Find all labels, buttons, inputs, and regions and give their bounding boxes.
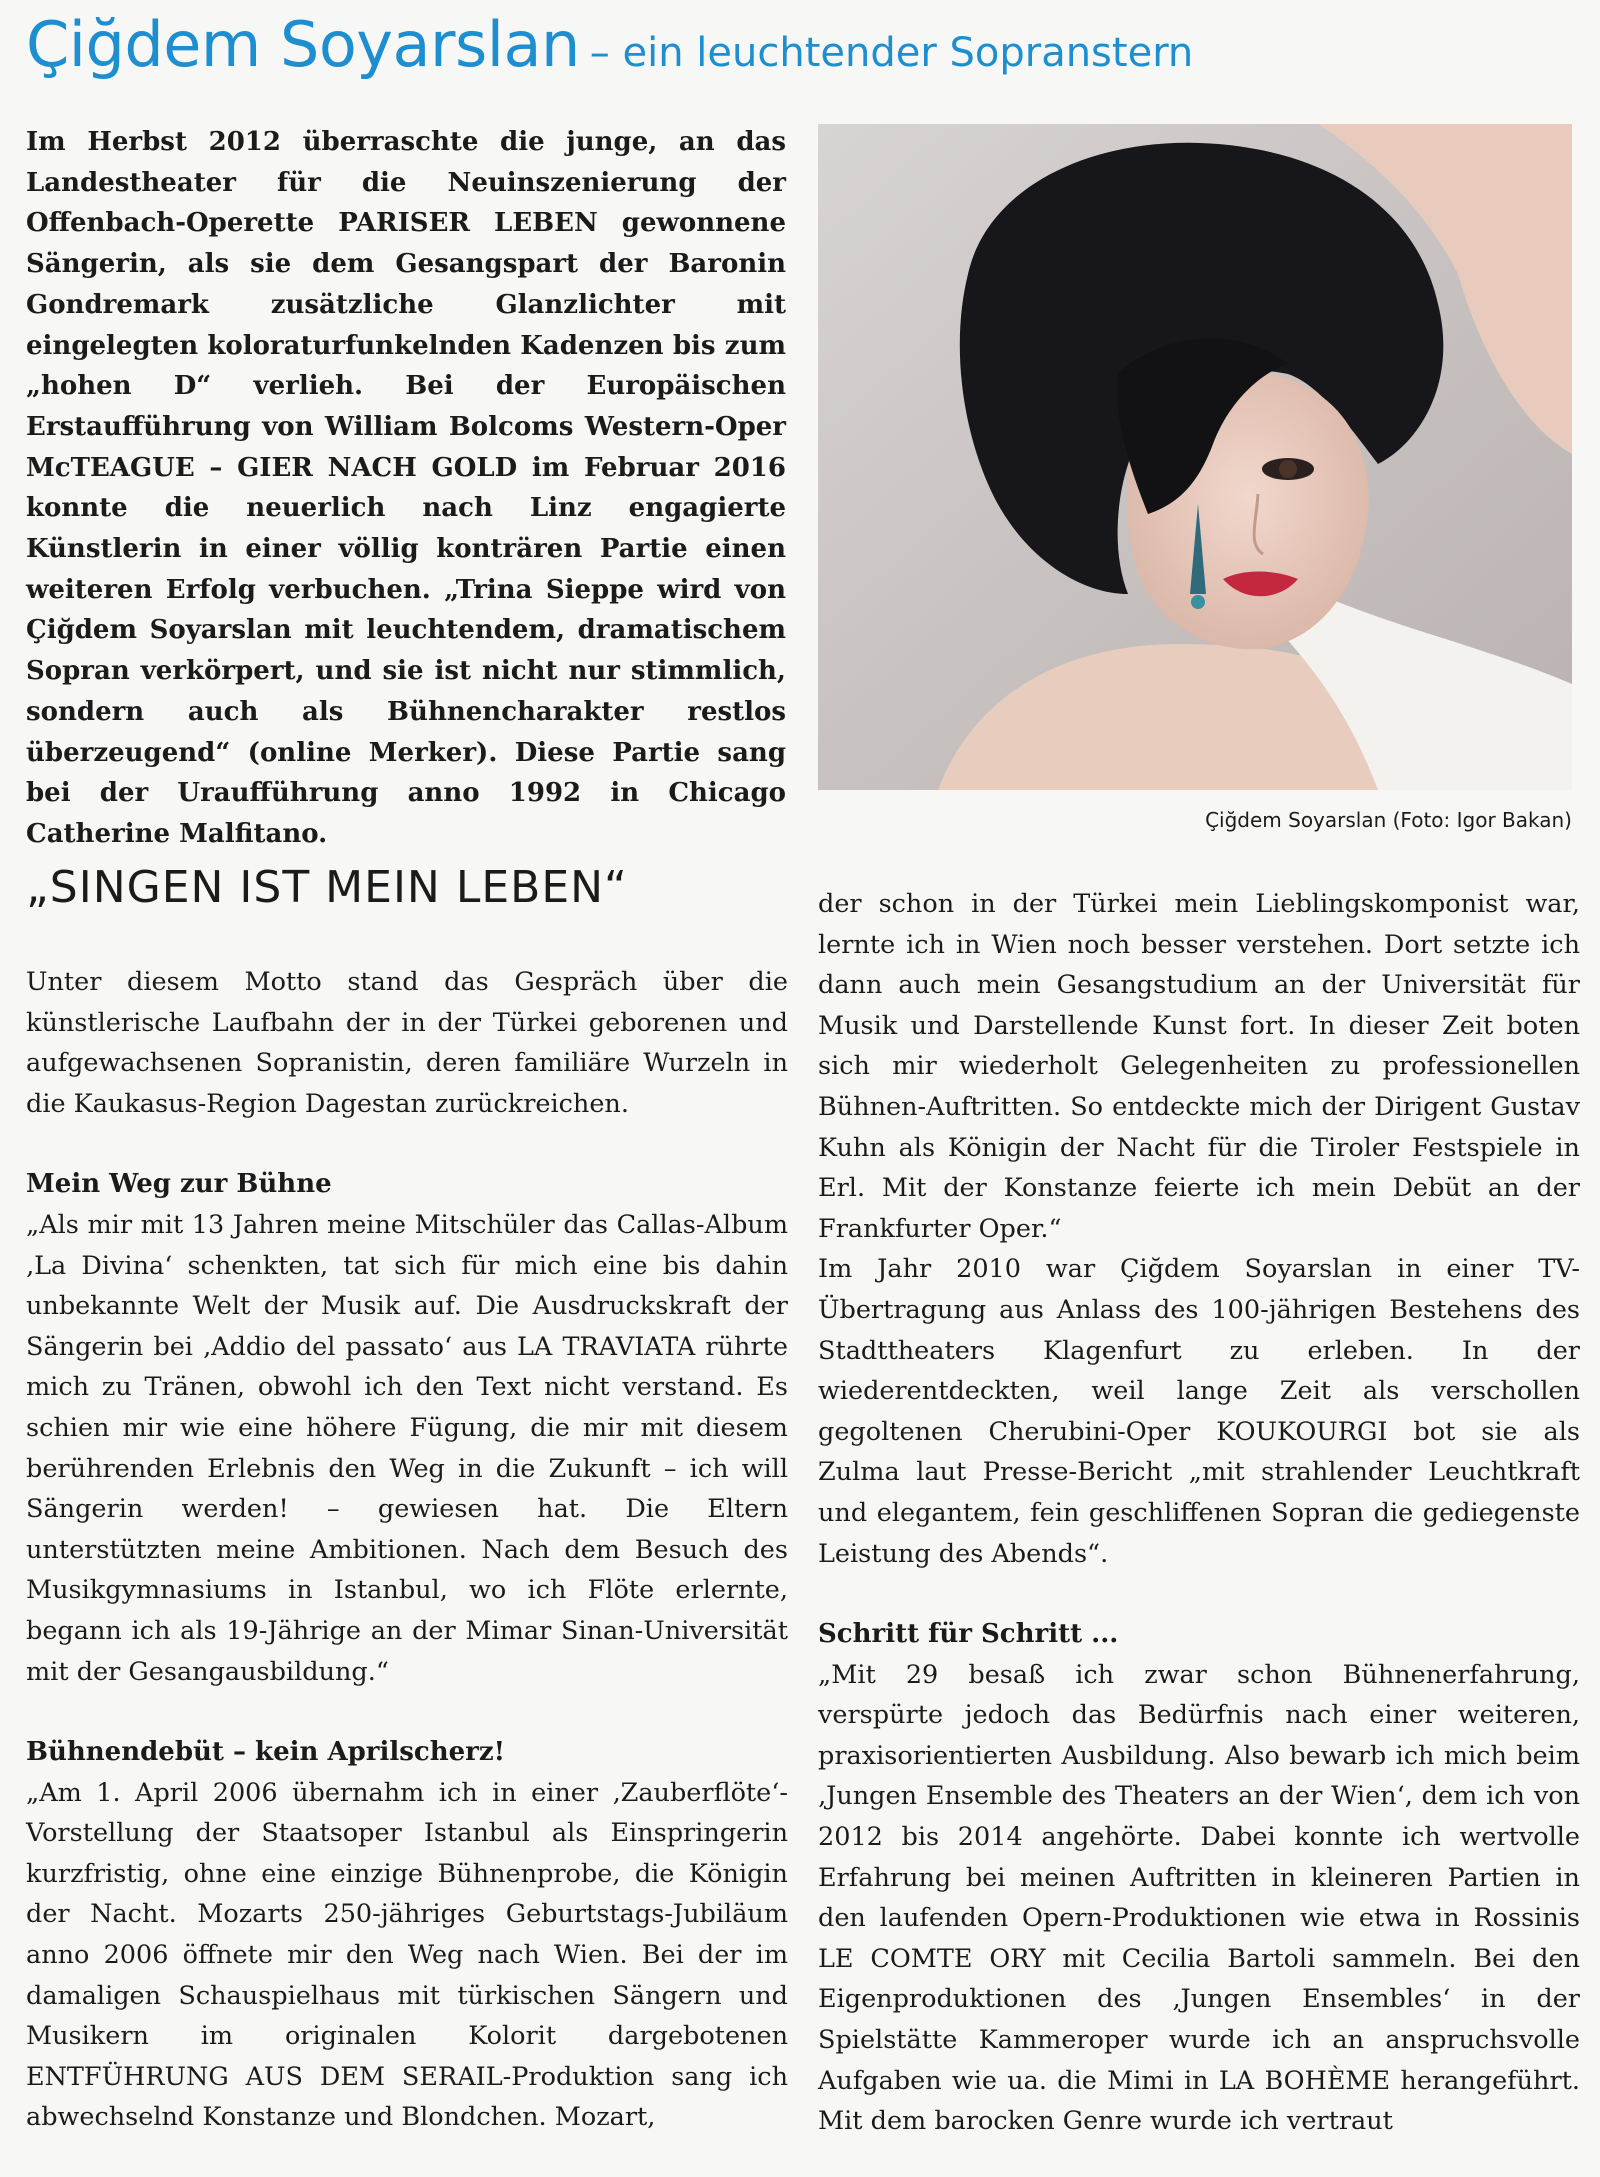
intro-paragraph: Im Herbst 2012 überraschte die junge, an das Landestheater für die Neuinszenierung der Offenbach-Operette PARISER LEBEN gewonnene Sängerin, als sie dem Gesangspart der Baronin Gondremark zusätzliche Glanzlichter mit eingelegten koloraturfunkelnden Kadenzen bis zum „hohen D“ verlieh. Bei der Europäischen Erstaufführung von William Bolcoms Western-Oper McTEAGUE – GIER NACH GOLD im Februar 2016 konnte die neuerlich nach Linz engagierte Künstlerin in einer völlig konträren Partie einen weiteren Erfolg verbuchen. „Trina Sieppe wird von Çiğdem Soyarslan mit leuchtendem, dramatischem Sopran verkörpert, und sie ist nicht nur stimmlich, sondern auch als Bühnencharakter restlos überzeugend“ (online Merker). Diese Partie sang bei der Uraufführung anno 1992 in Chicago Catherine Malfitano. <box>26 127 786 849</box>
left-spacer-2 <box>26 1692 788 1732</box>
portrait-photo-drawing <box>818 124 1572 790</box>
article-headline <box>26 8 1586 81</box>
right-paragraph-1: der schon in der Türkei mein Lieblingskomponist war, lernte ich in Wien noch besser verstehen. Dort setzte ich dann auch mein Gesangstudium an der Universität für Musik und Darstellende Kunst fort. In dieser Zeit boten sich mir wiederholt Gelegenheiten zu professionellen Bühnen-Auftritten. So entdeckte mich der Dirigent Gustav Kuhn als Königin der Nacht für die Tiroler Festspiele in Erl. Mit der Konstanze feierte ich mein Debüt an der Frankfurter Oper.“ <box>818 889 1580 1244</box>
right-spacer-1 <box>818 1574 1580 1614</box>
subheading-mein-weg: Mein Weg zur Bühne <box>26 1169 332 1200</box>
portrait-photo <box>818 124 1572 790</box>
section-title: „SINGEN IST MEIN LEBEN“ <box>26 862 628 913</box>
right-column <box>818 884 1580 2142</box>
left-paragraph-1: Unter diesem Motto stand das Gespräch über die künstlerische Laufbahn der in der Türkei geborenen und aufgewachsenen Sopranistin, deren familiäre Wurzeln in die Kaukasus-Region Dagestan zurückreichen. <box>26 967 788 1119</box>
left-spacer-1 <box>26 1124 788 1164</box>
right-paragraph-2: Im Jahr 2010 war Çiğdem Soyarslan in einer TV-Übertragung aus Anlass des 100-jährigen Bestehens des Stadttheaters Klagenfurt zu erleben. In der wiederentdeckten, weil lange Zeit als verschollen gegoltenen Cherubini-Oper KOUKOURGI bot sie als Zulma laut Presse-Bericht „mit strahlender Leuchtkraft und elegantem, fein geschliffenen Sopran die gediegenste Leistung des Abends“. <box>818 1254 1580 1569</box>
left-column <box>26 962 788 2138</box>
right-paragraph-3: „Mit 29 besaß ich zwar schon Bühnenerfahrung, verspürte jedoch das Bedürfnis nach einer weiteren, praxisorientierten Ausbildung. Also bewarb ich mich beim ‚Jungen Ensemble des Theaters an der Wien‘, dem ich von 2012 bis 2014 angehörte. Dabei konnte ich wertvolle Erfahrung bei meinen Auftritten in kleineren Partien in den laufenden Opern-Produktionen wie etwa in Rossinis LE COMTE ORY mit Cecilia Bartoli sammeln. Bei den Eigenproduktionen des ‚Jungen Ensembles‘ in der Spielstätte Kammeroper wurde ich an anspruchsvolle Aufgaben wie ua. die Mimi in LA BOHÈME herangeführt. Mit dem barocken Genre wurde ich vertraut <box>818 1659 1580 2137</box>
photo-caption: Çiğdem Soyarslan (Foto: Igor Bakan) <box>1205 808 1572 832</box>
left-paragraph-3: „Am 1. April 2006 übernahm ich in einer ‚Zauberflöte‘-Vorstellung der Staatsoper Istanbul als Einspringerin kurzfristig, ohne eine einzige Bühnenprobe, die Königin der Nacht. Mozarts 250-jähriges Geburtstags-Jubiläum anno 2006 öffnete mir den Weg nach Wien. Bei der im damaligen Schauspielhaus mit türkischen Sängern und Musikern im originalen Kolorit dargebotenen ENTFÜHRUNG AUS DEM SERAIL-Produktion sang ich abwechselnd Konstanze und Blondchen. Mozart, <box>26 1777 788 2133</box>
headline-subtitle: – ein leuchtender Sopranstern <box>589 30 1194 76</box>
left-paragraph-2: „Als mir mit 13 Jahren meine Mitschüler das Callas-Album ‚La Divina‘ schenkten, tat sich für mich eine bis dahin unbekannte Welt der Musik auf. Die Ausdruckskraft der Sängerin bei ‚Addio del passato‘ aus LA TRAVIATA rührte mich zu Tränen, obwohl ich den Text nicht verstand. Es schien mir wie eine höhere Fügung, die mir mit diesem berührenden Erlebnis den Weg in die Zukunft – ich will Sängerin werden! – gewiesen hat. Die Eltern unterstützten meine Ambitionen. Nach dem Besuch des Musikgymnasiums in Istanbul, wo ich Flöte erlernte, begann ich als 19-Jährige an der Mimar Sinan-Universität mit der Gesangausbildung.“ <box>26 1209 788 1687</box>
subheading-schritt: Schritt für Schritt ... <box>818 1619 1119 1650</box>
headline-name: Çiğdem Soyarslan <box>26 8 580 81</box>
subheading-buehnendebuet: Bühnendebüt – kein Aprilscherz! <box>26 1737 506 1768</box>
